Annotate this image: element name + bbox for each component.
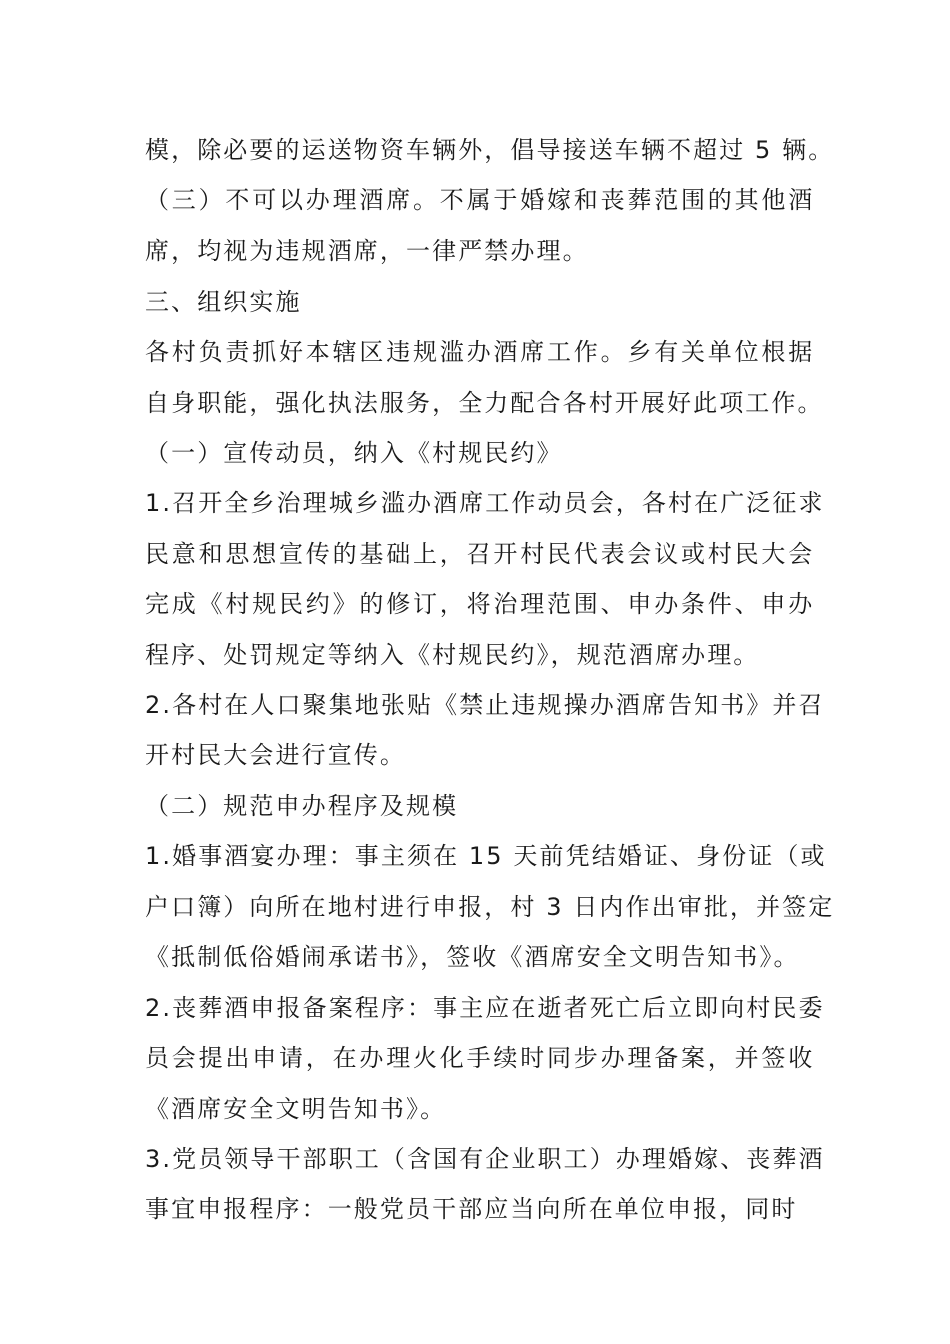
- text-line: 2.丧葬酒申报备案程序：事主应在逝者死亡后立即向村民委: [145, 994, 825, 1022]
- text-line: 事宜申报程序：一般党员干部应当向所在单位申报，同时: [145, 1195, 798, 1223]
- text-line: 民意和思想宣传的基础上，召开村民代表会议或村民大会: [145, 540, 815, 568]
- text-line: 各村负责抓好本辖区违规滥办酒席工作。乡有关单位根据: [145, 338, 815, 366]
- subsection-heading: （二）规范申办程序及规模: [145, 792, 459, 820]
- text-line: 开村民大会进行宣传。: [145, 741, 406, 769]
- text-line: 2.各村在人口聚集地张贴《禁止违规操办酒席告知书》并召: [145, 691, 825, 719]
- text-line: 自身职能，强化执法服务，全力配合各村开展好此项工作。: [145, 389, 824, 417]
- text-line: 1.召开全乡治理城乡滥办酒席工作动员会，各村在广泛征求: [145, 489, 825, 517]
- text-line: 1.婚事酒宴办理：事主须在 15 天前凭结婚证、身份证（或: [145, 842, 827, 870]
- text-line: 《抵制低俗婚闹承诺书》，签收《酒席安全文明告知书》。: [145, 943, 800, 971]
- text-line: 3.党员领导干部职工（含国有企业职工）办理婚嫁、丧葬酒: [145, 1145, 825, 1173]
- text-line: 《酒席安全文明告知书》。: [145, 1095, 447, 1123]
- text-line: 模，除必要的运送物资车辆外，倡导接送车辆不超过 5 辆。: [145, 136, 835, 164]
- subsection-heading: （一）宣传动员，纳入《村规民约》: [145, 439, 563, 467]
- section-heading: 三、组织实施: [145, 288, 302, 316]
- text-line: 完成《村规民约》的修订，将治理范围、申办条件、申办: [145, 590, 815, 618]
- text-line: 户口簿）向所在地村进行申报，村 3 日内作出审批，并签定: [145, 893, 835, 921]
- text-line: 席，均视为违规酒席，一律严禁办理。: [145, 237, 589, 265]
- text-line: （三）不可以办理酒席。不属于婚嫁和丧葬范围的其他酒: [145, 186, 815, 214]
- text-line: 员会提出申请，在办理火化手续时同步办理备案，并签收: [145, 1044, 815, 1072]
- text-line: 程序、处罚规定等纳入《村规民约》，规范酒席办理。: [145, 641, 760, 669]
